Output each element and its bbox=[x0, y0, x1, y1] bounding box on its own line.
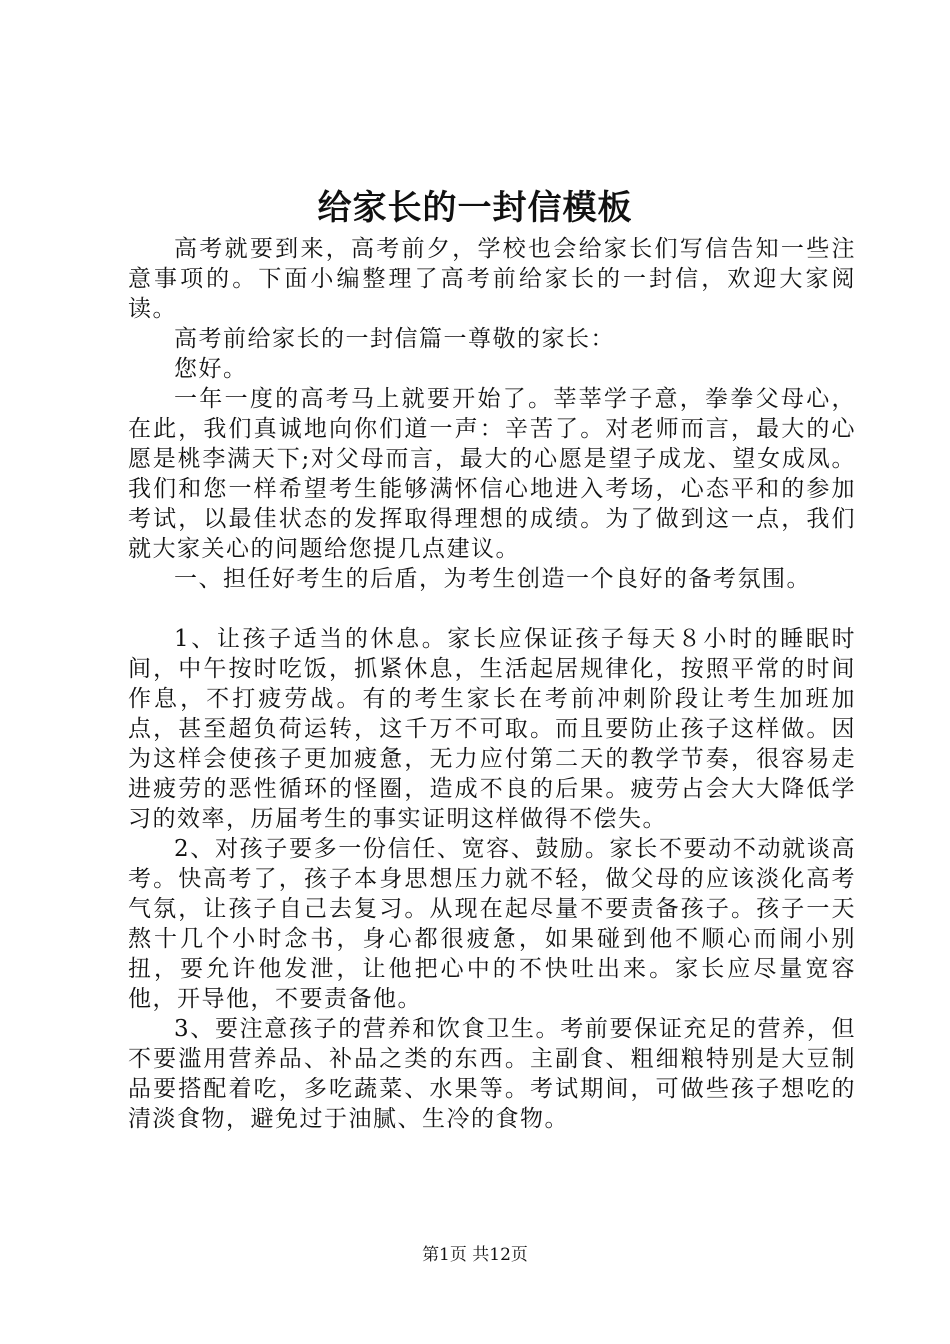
greeting-paragraph: 您好。 bbox=[174, 356, 248, 382]
letter-heading-paragraph: 高考前给家长的一封信篇一尊敬的家长： bbox=[174, 326, 615, 352]
document-title: 给家长的一封信模板 bbox=[317, 188, 633, 228]
intro-paragraph: 高考就要到来，高考前夕，学校也会给家长们写信告知一些注意事项的。下面小编整理了高考前给家长的一封信，欢迎大家阅读。 bbox=[128, 236, 856, 322]
point-1-paragraph: 1、让孩子适当的休息。家长应保证孩子每天８小时的睡眠时间，中午按时吃饭，抓紧休息，生活起居规律化，按照平常的时间作息，不打疲劳战。有的考生家长在考前冲刺阶段让考生加班加点，甚至超负荷运转，这千万不可取。而且要防止孩子这样做。因为这样会使孩子更加疲惫，无力应付第二天的教学节奏，很容易走进疲劳的恶性循环的怪圈，造成不良的后果。疲劳占会大大降低学习的效率，历届考生的事实证明这样做得不偿失。 bbox=[128, 626, 856, 832]
document-body bbox=[128, 234, 856, 1134]
page-number-footer: 第1页 共12页 bbox=[422, 1245, 528, 1265]
point-2-paragraph: 2、对孩子要多一份信任、宽容、鼓励。家长不要动不动就谈高考。快高考了，孩子本身思想压力就不轻，做父母的应该淡化高考气氛，让孩子自己去复习。从现在起尽量不要责备孩子。孩子一天熬十几个小时念书，身心都很疲惫，如果碰到他不顺心而闹小别扭，要允许他发泄，让他把心中的不快吐出来。家长应尽量宽容他，开导他，不要责备他。 bbox=[128, 836, 856, 1012]
section-heading-paragraph: 一、担任好考生的后盾，为考生创造一个良好的备考氛围。 bbox=[174, 566, 811, 592]
opening-paragraph: 一年一度的高考马上就要开始了。莘莘学子意，拳拳父母心，在此，我们真诚地向你们道一声：辛苦了。对老师而言，最大的心愿是桃李满天下;对父母而言，最大的心愿是望子成龙、望女成凤。我们和您一样希望考生能够满怀信心地进入考场，心态平和的参加考试，以最佳状态的发挥取得理想的成绩。为了做到这一点，我们就大家关心的问题给您提几点建议。 bbox=[128, 386, 856, 562]
point-3-paragraph: 3、要注意孩子的营养和饮食卫生。考前要保证充足的营养，但不要滥用营养品、补品之类的东西。主副食、粗细粮特别是大豆制品要搭配着吃，多吃蔬菜、水果等。考试期间，可做些孩子想吃的清淡食物，避免过于油腻、生冷的食物。 bbox=[128, 1016, 856, 1132]
